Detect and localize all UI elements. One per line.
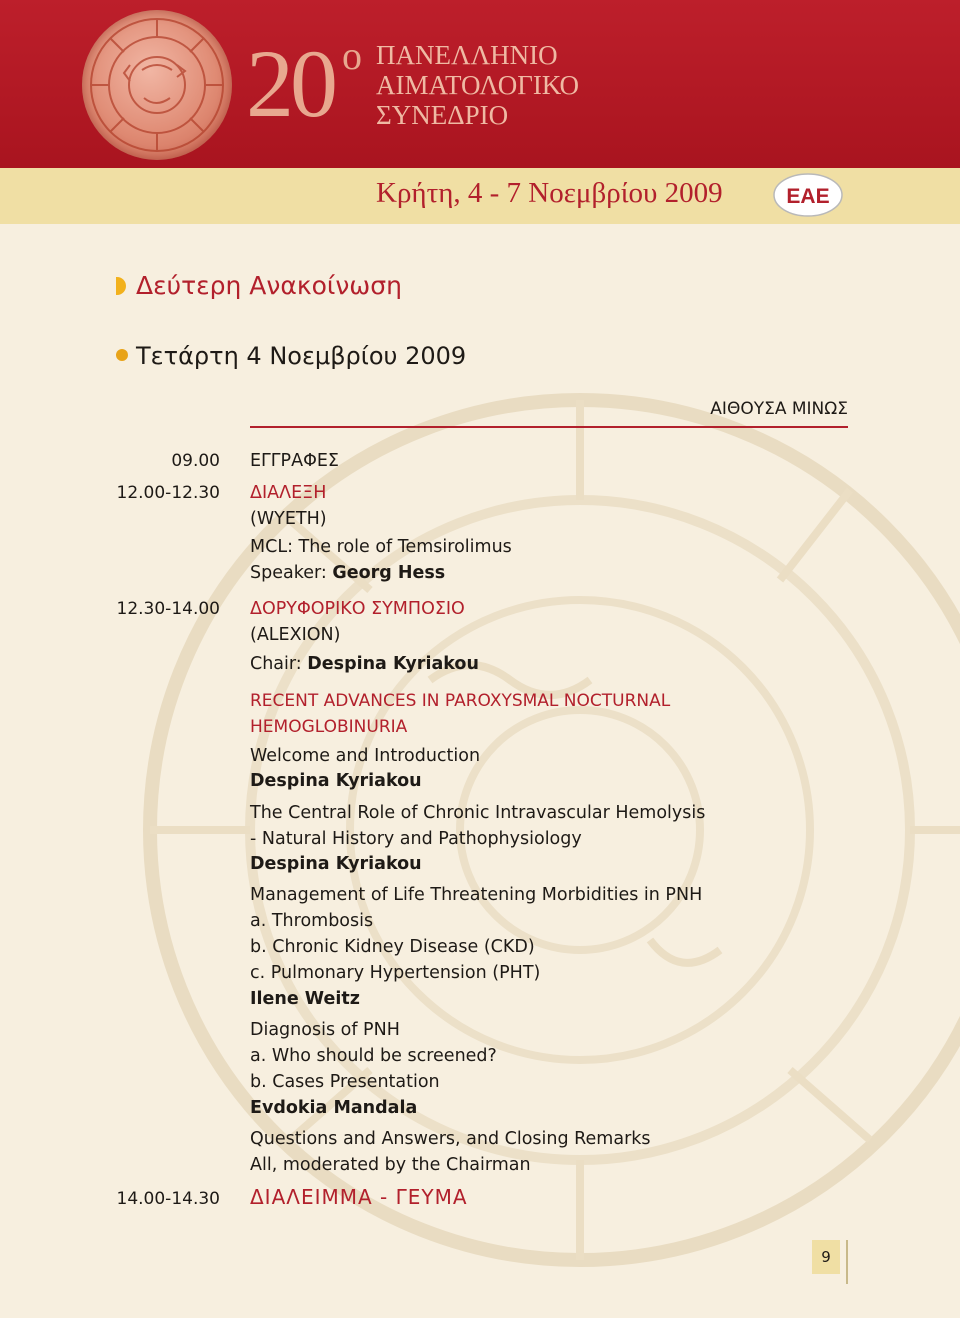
session-title: ΕΓΓΡΑΦΕΣ xyxy=(250,451,339,471)
event-title-line: ΣΥΝΕΔΡΙΟ xyxy=(376,100,509,130)
talk-subitem: c. Pulmonary Hypertension (PHT) xyxy=(250,963,541,983)
day-heading-text: Τετάρτη 4 Νοεμβρίου 2009 xyxy=(136,342,467,370)
talk-subitem: a. Who should be screened? xyxy=(250,1046,497,1066)
bullet-icon xyxy=(116,349,128,361)
phaistos-disc-icon xyxy=(82,10,232,160)
event-number-superscript: ο xyxy=(342,33,362,78)
talk-title: - Natural History and Pathophysiology xyxy=(250,829,582,849)
session-time: 12.30-14.00 xyxy=(116,599,220,619)
talk-title: Questions and Answers, and Closing Remarks xyxy=(250,1129,651,1149)
session-speaker xyxy=(250,562,445,584)
speaker-label: Speaker: xyxy=(250,563,327,583)
page-number: 9 xyxy=(812,1240,840,1274)
eae-logo xyxy=(772,172,844,218)
chair-name: Despina Kyriakou xyxy=(307,654,479,674)
session-time: 09.00 xyxy=(171,451,220,471)
section-heading xyxy=(116,270,402,302)
talk-title: Management of Life Threatening Morbidities in PNH xyxy=(250,885,703,905)
section-marker-icon xyxy=(116,277,126,295)
session-sponsor: (ALEXION) xyxy=(250,625,341,645)
session-title: ΔΟΡΥΦΟΡΙΚΟ ΣΥΜΠΟΣΙΟ xyxy=(250,599,465,619)
session-title: ΔΙΑΛΕΞΗ xyxy=(250,483,327,503)
event-title-line: ΑΙΜΑΤΟΛΟΓΙΚΟ xyxy=(376,70,579,100)
session-sponsor: (WYETH) xyxy=(250,509,327,529)
talk-speaker: Ilene Weitz xyxy=(250,989,360,1009)
location-date: Κρήτη, 4 - 7 Νοεμβρίου 2009 xyxy=(376,177,723,209)
talk-subitem: a. Thrombosis xyxy=(250,911,374,931)
room-label: ΑΙΘΟΥΣΑ ΜΙΝΩΣ xyxy=(710,399,848,419)
talk-speaker: Despina Kyriakou xyxy=(250,771,422,791)
speaker-name: Georg Hess xyxy=(332,563,446,583)
talk-speaker: Despina Kyriakou xyxy=(250,854,422,874)
session-title: ΔΙΑΛΕΙΜΜΑ - ΓΕΥΜΑ xyxy=(250,1185,468,1209)
section-heading-text: Δεύτερη Ανακοίνωση xyxy=(136,271,402,300)
logo-text: ΕΑΕ xyxy=(786,185,830,208)
session-chair xyxy=(250,653,479,675)
chair-label: Chair: xyxy=(250,654,302,674)
event-title xyxy=(376,40,579,130)
talk-subitem: All, moderated by the Chairman xyxy=(250,1155,531,1175)
event-number: 20 xyxy=(246,30,334,137)
talk-title: Diagnosis of PNH xyxy=(250,1020,400,1040)
page-number-rule xyxy=(846,1240,848,1284)
talk-subitem: b. Chronic Kidney Disease (CKD) xyxy=(250,937,535,957)
day-heading xyxy=(116,340,466,372)
room-divider xyxy=(250,426,848,428)
talk-speaker: Evdokia Mandala xyxy=(250,1098,418,1118)
talk-title: Welcome and Introduction xyxy=(250,746,481,766)
event-title-line: ΠΑΝΕΛΛΗΝΙΟ xyxy=(376,40,558,70)
talk-title: The Central Role of Chronic Intravascular Hemolysis xyxy=(250,803,706,823)
symposium-theme: RECENT ADVANCES IN PAROXYSMAL NOCTURNAL xyxy=(250,691,671,711)
session-time: 14.00-14.30 xyxy=(116,1189,220,1209)
talk-subitem: b. Cases Presentation xyxy=(250,1072,440,1092)
session-time: 12.00-12.30 xyxy=(116,483,220,503)
phaistos-disc-image xyxy=(82,10,232,160)
session-topic: MCL: The role of Temsirolimus xyxy=(250,537,512,557)
symposium-theme: HEMOGLOBINURIA xyxy=(250,717,408,737)
